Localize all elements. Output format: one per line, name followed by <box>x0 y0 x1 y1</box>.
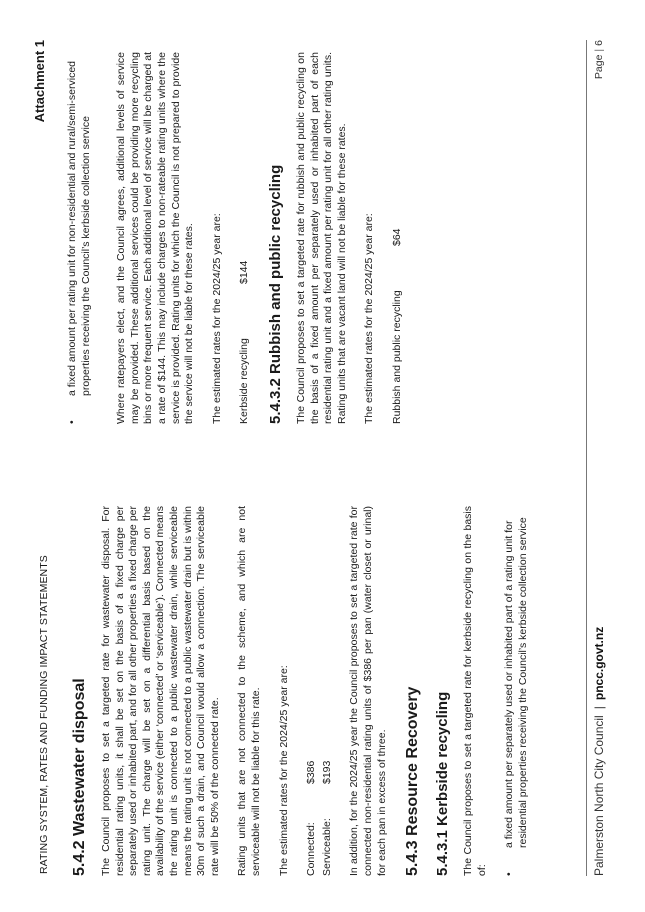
right-column <box>66 52 407 424</box>
rate-label: Kerbside recycling <box>238 338 251 424</box>
bullet-icon: • <box>503 872 516 876</box>
paragraph: The Council proposes to set a targeted rate for rubbish and public recycling on the basis of a fixed amount per separately used or inhabited part of each residential rating unit and a fixed amount per rating unit for all other rating units. Rating units that are vacant land will not be liable for these rates. <box>294 52 348 424</box>
rate-label: Rubbish and public recycling <box>390 290 403 424</box>
rate-value: $386 <box>305 760 318 784</box>
footer-branding <box>593 627 607 876</box>
paragraph: Rating units that are not connected to the scheme, and which are not serviceable will not be liable for this rate. <box>236 506 262 876</box>
rate-row <box>238 52 252 424</box>
attachment-label: Attachment 1 <box>32 40 47 123</box>
left-column <box>66 506 546 876</box>
rate-value: $144 <box>238 260 251 284</box>
website-link[interactable]: pncc.govt.nz <box>592 626 606 701</box>
paragraph: The estimated rates for the 2024/25 year are: <box>210 213 223 424</box>
footer-divider <box>586 40 587 876</box>
rate-row <box>391 52 405 424</box>
rate-row <box>321 506 335 876</box>
page-separator: | <box>593 48 605 52</box>
section-heading-wastewater: 5.4.2 Wastewater disposal <box>71 678 88 876</box>
page-number-value: 6 <box>593 40 605 46</box>
page-label: Page <box>593 54 605 80</box>
paragraph: The Council proposes to set a targeted rate for kerbside recycling on the basis of: <box>462 506 488 876</box>
bullet-icon: • <box>66 420 78 424</box>
running-header: RATING SYSTEM, RATES AND FUNDING IMPACT STATEMENTS <box>38 555 50 874</box>
bullet-item <box>503 506 530 876</box>
rate-label: Serviceable: <box>320 818 333 876</box>
council-name: Palmerston North City Council <box>592 715 606 876</box>
bullet-item <box>66 52 93 424</box>
paragraph: The estimated rates for the 2024/25 year are: <box>363 213 376 424</box>
section-heading-resource-recovery: 5.4.3 Resource Recovery <box>404 686 422 876</box>
subsection-heading-rubbish: 5.4.3.2 Rubbish and public recycling <box>266 164 284 424</box>
footer-separator: | <box>592 706 606 710</box>
page-number <box>593 40 607 112</box>
rate-label: Connected: <box>305 822 318 876</box>
subsection-heading-kerbside: 5.4.3.1 Kerbside recycling <box>434 691 452 876</box>
rate-value: $193 <box>320 760 333 784</box>
paragraph: The Council proposes to set a targeted rate for wastewater disposal. For residential rating units, it shall be set on the basis of a fixed charge per separately used or inhabited part, and for all other properties a fixed charge per rating unit. The charge will be set on a differential basis based on the availability of the service (either ‘connected’ or ‘serviceable’). Connected means the rating unit is connected to a public wastewater drain, while serviceable means the rating unit is not connected to a public wastewater drain but is within 30m of such a drain, and Council would allow a connection. The serviceable rate will be 50% of the connected rate. <box>100 506 221 876</box>
paragraph: In addition, for the 2024/25 year the Council proposes to set a targeted rate for connected non-residential rating units of $386 per pan (water closet or urinal) for each pan in excess of three. <box>348 506 388 876</box>
rate-value: $64 <box>390 228 403 246</box>
rate-row <box>305 506 319 876</box>
paragraph: Where ratepayers elect, and the Council agrees, additional levels of service may be provided. These additional services could be providing more recycling bins or more frequent service. Each additional level of service will be charged at a rate of $144. This may include charges to non-rateable rating units where the service is provided. Rating units for which the Council is not prepared to provide the service will not be liable for these rates. <box>115 52 196 424</box>
bullet-text: a fixed amount per separately used or inhabited part of a rating unit for residential properties receiving the Council’s kerbside collection service <box>503 517 529 848</box>
paragraph: The estimated rates for the 2024/25 year are: <box>277 665 290 876</box>
bullet-text: a fixed amount per rating unit for non-residential and rural/semi-serviced properties receiving the Council’s kerbside collection service <box>66 60 92 396</box>
